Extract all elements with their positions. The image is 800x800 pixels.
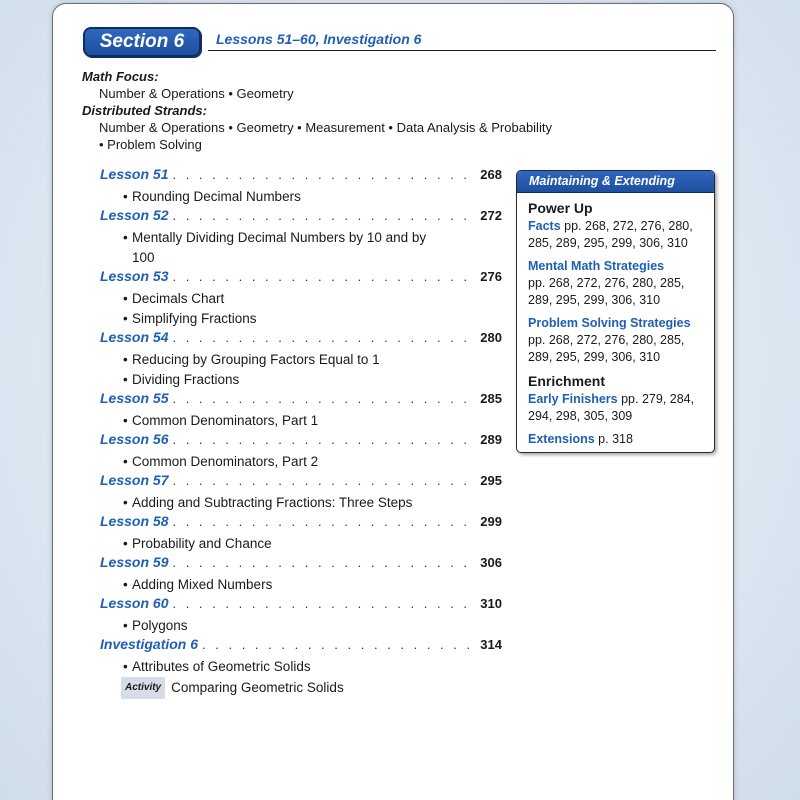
facts-link[interactable]: Facts xyxy=(528,219,561,233)
lesson-row[interactable] xyxy=(100,513,502,534)
section-subtitle: Lessons 51–60, Investigation 6 xyxy=(216,31,422,47)
mental-math-link[interactable]: Mental Math Strategies xyxy=(528,259,665,273)
lesson-list xyxy=(100,166,502,699)
early-finishers-pages: pp. 279, 284, 294, 298, 305, 309 xyxy=(528,392,695,423)
lesson-topic: • Common Denominators, Part 2 xyxy=(123,454,319,469)
lesson-topic: • Simplifying Fractions xyxy=(123,311,257,326)
lesson-row[interactable] xyxy=(100,166,502,187)
lesson-topic: • Adding Mixed Numbers xyxy=(123,577,273,592)
lesson-row[interactable] xyxy=(100,268,502,289)
leader-dots xyxy=(172,555,476,570)
power-up-heading: Power Up xyxy=(528,200,593,216)
lesson-title[interactable]: Lesson 53 xyxy=(100,268,169,284)
lesson-row[interactable] xyxy=(100,390,502,411)
mental-math-pages: pp. 268, 272, 276, 280, 285, 289, 295, 299, 306, 310 xyxy=(528,276,685,307)
lesson-title[interactable]: Lesson 55 xyxy=(100,390,169,406)
investigation-topic: • Attributes of Geometric Solids xyxy=(123,659,311,674)
lesson-topic: • Adding and Subtracting Fractions: Three Steps xyxy=(123,495,413,510)
lesson-page-number: 276 xyxy=(480,269,502,284)
problem-solving-pages: pp. 268, 272, 276, 280, 285, 289, 295, 299, 306, 310 xyxy=(528,333,685,364)
facts-block xyxy=(528,218,704,252)
lesson-row[interactable] xyxy=(100,431,502,452)
investigation-title[interactable]: Investigation 6 xyxy=(100,636,199,652)
section-badge: Section 6 xyxy=(83,27,201,57)
strands-line-2: • Problem Solving xyxy=(99,137,202,152)
box-title: Maintaining & Extending xyxy=(517,171,714,193)
lesson-row[interactable] xyxy=(100,472,502,493)
problem-solving-block xyxy=(528,315,704,366)
leader-dots xyxy=(172,330,476,345)
leader-dots xyxy=(172,514,476,529)
math-focus-value: Number & Operations • Geometry xyxy=(99,86,294,101)
lesson-title[interactable]: Lesson 54 xyxy=(100,329,169,345)
lesson-page-number: 299 xyxy=(480,514,502,529)
lesson-title[interactable]: Lesson 57 xyxy=(100,472,169,488)
facts-pages: pp. 268, 272, 276, 280, 285, 289, 295, 299, 306, 310 xyxy=(528,219,693,250)
lesson-title[interactable]: Lesson 59 xyxy=(100,554,169,570)
leader-dots xyxy=(172,391,476,406)
extensions-block xyxy=(528,431,704,448)
investigation-row[interactable] xyxy=(100,636,502,657)
lesson-topic: • Polygons xyxy=(123,618,188,633)
extensions-link[interactable]: Extensions xyxy=(528,432,595,446)
lesson-row[interactable] xyxy=(100,329,502,350)
leader-dots xyxy=(172,596,476,611)
lesson-page-number: 295 xyxy=(480,473,502,488)
maintaining-extending-box xyxy=(516,170,715,453)
strands-label: Distributed Strands: xyxy=(82,103,207,118)
problem-solving-link[interactable]: Problem Solving Strategies xyxy=(528,316,691,330)
lesson-topic: • Dividing Fractions xyxy=(123,372,240,387)
lesson-title[interactable]: Lesson 58 xyxy=(100,513,169,529)
leader-dots xyxy=(202,637,476,652)
activity-text: Comparing Geometric Solids xyxy=(171,680,344,695)
leader-dots xyxy=(172,432,476,447)
lesson-title[interactable]: Lesson 51 xyxy=(100,166,169,182)
leader-dots xyxy=(172,208,476,223)
early-finishers-block xyxy=(528,391,704,425)
focus-block xyxy=(82,68,642,153)
lesson-page-number: 268 xyxy=(480,167,502,182)
lesson-topic: • Reducing by Grouping Factors Equal to 1 xyxy=(123,352,380,367)
lesson-page-number: 272 xyxy=(480,208,502,223)
lesson-topic: • Common Denominators, Part 1 xyxy=(123,413,319,428)
math-focus-label: Math Focus: xyxy=(82,69,159,84)
leader-dots xyxy=(172,269,476,284)
activity-row xyxy=(121,677,502,699)
lesson-topic: • Probability and Chance xyxy=(123,536,272,551)
lesson-topic: • Mentally Dividing Decimal Numbers by 10 and by 100 xyxy=(123,230,427,265)
lesson-row[interactable] xyxy=(100,554,502,575)
header-rule xyxy=(208,50,716,52)
early-finishers-link[interactable]: Early Finishers xyxy=(528,392,618,406)
lesson-title[interactable]: Lesson 52 xyxy=(100,207,169,223)
strands-line-1: Number & Operations • Geometry • Measurement • Data Analysis & Probability xyxy=(99,120,552,135)
lesson-page-number: 289 xyxy=(480,432,502,447)
activity-tag: Activity xyxy=(121,677,165,699)
lesson-page-number: 306 xyxy=(480,555,502,570)
enrichment-heading: Enrichment xyxy=(528,373,606,389)
extensions-pages: p. 318 xyxy=(598,432,633,446)
mental-math-block xyxy=(528,258,704,309)
lesson-page-number: 310 xyxy=(480,596,502,611)
section-header xyxy=(83,27,716,51)
lesson-page-number: 285 xyxy=(480,391,502,406)
lesson-title[interactable]: Lesson 56 xyxy=(100,431,169,447)
leader-dots xyxy=(172,473,476,488)
lesson-row[interactable] xyxy=(100,207,502,228)
lesson-page-number: 280 xyxy=(480,330,502,345)
leader-dots xyxy=(172,167,476,182)
lesson-topic: • Decimals Chart xyxy=(123,291,225,306)
lesson-title[interactable]: Lesson 60 xyxy=(100,595,169,611)
lesson-topic: • Rounding Decimal Numbers xyxy=(123,189,301,204)
investigation-page-number: 314 xyxy=(480,637,502,652)
lesson-row[interactable] xyxy=(100,595,502,616)
